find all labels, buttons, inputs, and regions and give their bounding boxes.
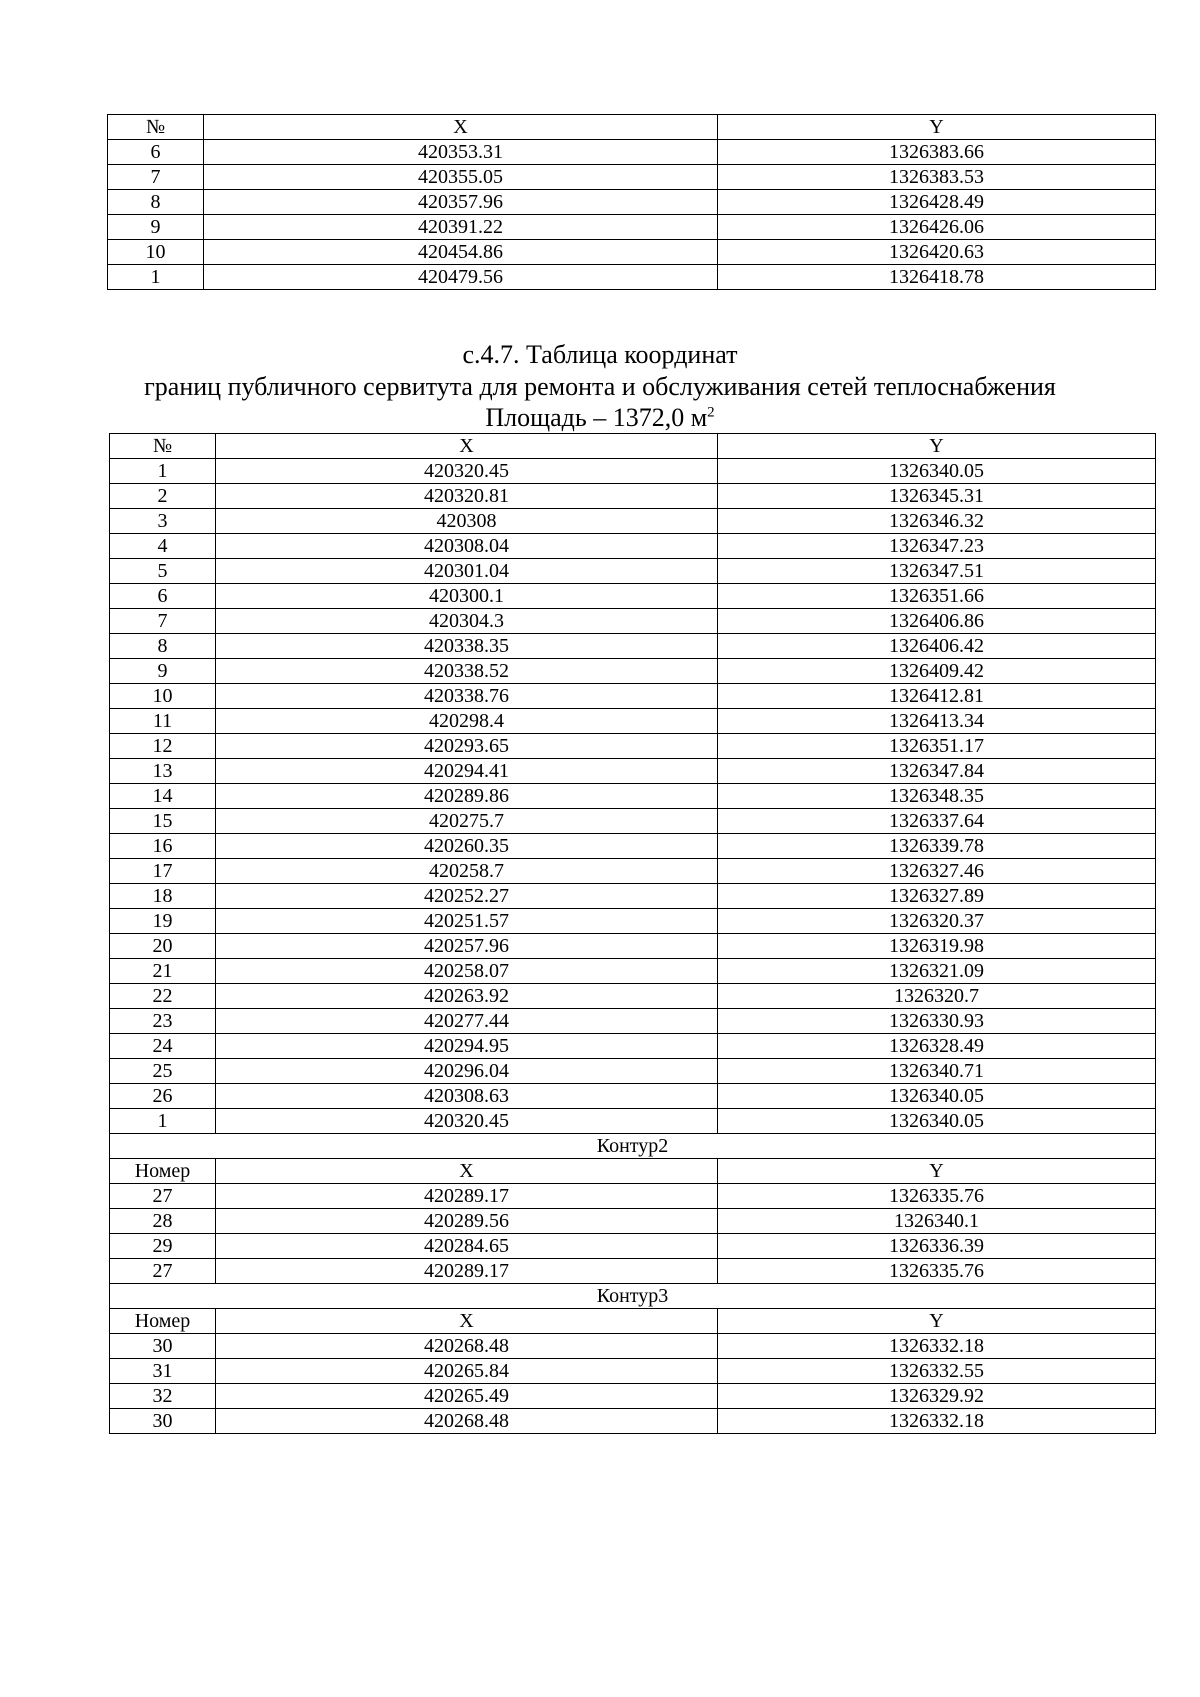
point-number-cell: 10 (110, 684, 216, 709)
y-coordinate-cell: 1326383.66 (718, 140, 1156, 165)
point-number-cell: 8 (110, 634, 216, 659)
y-coordinate-cell: 1326428.49 (718, 190, 1156, 215)
table-row (110, 934, 1156, 959)
x-coordinate-cell: 420308 (216, 509, 718, 534)
table-row (110, 709, 1156, 734)
header-y: Y (718, 115, 1156, 140)
x-coordinate-cell: 420260.35 (216, 834, 718, 859)
point-number-cell: 16 (110, 834, 216, 859)
y-coordinate-cell: 1326339.78 (718, 834, 1156, 859)
table-row (110, 834, 1156, 859)
y-coordinate-cell: 1326335.76 (718, 1184, 1156, 1209)
x-coordinate-cell: 420268.48 (216, 1334, 718, 1359)
coordinates-table-continued-body (108, 115, 1156, 290)
table-row (110, 1059, 1156, 1084)
x-coordinate-cell: 420298.4 (216, 709, 718, 734)
table-row (110, 1209, 1156, 1234)
table-row (108, 165, 1156, 190)
point-number-cell: 9 (110, 659, 216, 684)
y-coordinate-cell: 1326409.42 (718, 659, 1156, 684)
point-number-cell: 30 (110, 1334, 216, 1359)
table-row (110, 1384, 1156, 1409)
table-caption-title: с.4.7. Таблица координат (462, 340, 738, 369)
x-coordinate-cell: 420304.3 (216, 609, 718, 634)
point-number-cell: 29 (110, 1234, 216, 1259)
table-row (110, 534, 1156, 559)
y-coordinate-cell: 1326320.37 (718, 909, 1156, 934)
servitude-coordinates-table (109, 433, 1156, 1434)
x-coordinate-cell: 420265.84 (216, 1359, 718, 1384)
x-coordinate-cell: 420308.04 (216, 534, 718, 559)
y-coordinate-cell: 1326413.34 (718, 709, 1156, 734)
table-caption-subtitle: границ публичного сервитута для ремонта и обслуживания сетей теплоснабжения (144, 372, 1056, 401)
y-coordinate-cell: 1326328.49 (718, 1034, 1156, 1059)
y-coordinate-cell: 1326346.32 (718, 509, 1156, 534)
contour-title-cell: Контур3 (110, 1284, 1156, 1309)
table-row (110, 784, 1156, 809)
point-number-cell: 30 (110, 1409, 216, 1434)
x-coordinate-cell: 420320.45 (216, 459, 718, 484)
x-coordinate-cell: 420391.22 (204, 215, 718, 240)
point-number-cell: 5 (110, 559, 216, 584)
point-number-cell: 26 (110, 1084, 216, 1109)
x-coordinate-cell: 420338.35 (216, 634, 718, 659)
x-coordinate-cell: 420320.45 (216, 1109, 718, 1134)
point-number-cell: 1 (110, 459, 216, 484)
contour-title-row (110, 1284, 1156, 1309)
point-number-cell: 20 (110, 934, 216, 959)
table-row (110, 1409, 1156, 1434)
table-row (110, 1334, 1156, 1359)
table-row (108, 215, 1156, 240)
x-coordinate-cell: X (216, 1309, 718, 1334)
y-coordinate-cell: 1326347.23 (718, 534, 1156, 559)
y-coordinate-cell: Y (718, 1159, 1156, 1184)
x-coordinate-cell: 420263.92 (216, 984, 718, 1009)
point-number-cell: 4 (110, 534, 216, 559)
table-row (110, 859, 1156, 884)
y-coordinate-cell: 1326347.84 (718, 759, 1156, 784)
x-coordinate-cell: 420268.48 (216, 1409, 718, 1434)
y-coordinate-cell: 1326321.09 (718, 959, 1156, 984)
contour-title-cell: Контур2 (110, 1134, 1156, 1159)
y-coordinate-cell: 1326332.18 (718, 1334, 1156, 1359)
x-coordinate-cell: 420308.63 (216, 1084, 718, 1109)
point-number-cell: 13 (110, 759, 216, 784)
point-number-cell: 10 (108, 240, 204, 265)
x-coordinate-cell: 420294.41 (216, 759, 718, 784)
y-coordinate-cell: 1326383.53 (718, 165, 1156, 190)
y-coordinate-cell: 1326320.7 (718, 984, 1156, 1009)
table-row (110, 734, 1156, 759)
y-coordinate-cell: 1326336.39 (718, 1234, 1156, 1259)
coordinates-table-continued (107, 114, 1156, 290)
y-coordinate-cell: Y (718, 1309, 1156, 1334)
x-coordinate-cell: 420251.57 (216, 909, 718, 934)
point-number-cell: 22 (110, 984, 216, 1009)
point-number-cell: Номер (110, 1159, 216, 1184)
y-coordinate-cell: 1326332.18 (718, 1409, 1156, 1434)
table-row (108, 265, 1156, 290)
table-header-row (110, 434, 1156, 459)
point-number-cell: 8 (108, 190, 204, 215)
x-coordinate-cell: 420357.96 (204, 190, 718, 215)
area-value: Площадь – 1372,0 м (485, 403, 708, 432)
point-number-cell: 1 (110, 1109, 216, 1134)
table-row (110, 1259, 1156, 1284)
table-header-row (108, 115, 1156, 140)
table-row (110, 959, 1156, 984)
point-number-cell: Номер (110, 1309, 216, 1334)
y-coordinate-cell: 1326327.89 (718, 884, 1156, 909)
point-number-cell: 25 (110, 1059, 216, 1084)
x-coordinate-cell: 420289.56 (216, 1209, 718, 1234)
x-coordinate-cell: X (216, 1159, 718, 1184)
y-coordinate-cell: 1326351.66 (718, 584, 1156, 609)
x-coordinate-cell: 420479.56 (204, 265, 718, 290)
y-coordinate-cell: 1326340.1 (718, 1209, 1156, 1234)
x-coordinate-cell: 420294.95 (216, 1034, 718, 1059)
y-coordinate-cell: 1326345.31 (718, 484, 1156, 509)
contour-header-row (110, 1309, 1156, 1334)
point-number-cell: 15 (110, 809, 216, 834)
x-coordinate-cell: 420293.65 (216, 734, 718, 759)
x-coordinate-cell: 420275.7 (216, 809, 718, 834)
table-row (110, 509, 1156, 534)
y-coordinate-cell: 1326406.42 (718, 634, 1156, 659)
x-coordinate-cell: 420353.31 (204, 140, 718, 165)
table-row (110, 1034, 1156, 1059)
point-number-cell: 3 (110, 509, 216, 534)
table-row (110, 609, 1156, 634)
table-row (110, 1234, 1156, 1259)
point-number-cell: 24 (110, 1034, 216, 1059)
header-x: X (216, 434, 718, 459)
point-number-cell: 6 (108, 140, 204, 165)
y-coordinate-cell: 1326327.46 (718, 859, 1156, 884)
y-coordinate-cell: 1326332.55 (718, 1359, 1156, 1384)
table-row (110, 1109, 1156, 1134)
y-coordinate-cell: 1326340.05 (718, 1084, 1156, 1109)
y-coordinate-cell: 1326351.17 (718, 734, 1156, 759)
point-number-cell: 1 (108, 265, 204, 290)
y-coordinate-cell: 1326426.06 (718, 215, 1156, 240)
point-number-cell: 11 (110, 709, 216, 734)
x-coordinate-cell: 420355.05 (204, 165, 718, 190)
x-coordinate-cell: 420338.76 (216, 684, 718, 709)
table-row (110, 884, 1156, 909)
table-row (110, 559, 1156, 584)
x-coordinate-cell: 420265.49 (216, 1384, 718, 1409)
x-coordinate-cell: 420289.86 (216, 784, 718, 809)
x-coordinate-cell: 420284.65 (216, 1234, 718, 1259)
table-row (110, 984, 1156, 1009)
point-number-cell: 9 (108, 215, 204, 240)
y-coordinate-cell: 1326406.86 (718, 609, 1156, 634)
table-row (108, 140, 1156, 165)
table-row (110, 484, 1156, 509)
x-coordinate-cell: 420300.1 (216, 584, 718, 609)
y-coordinate-cell: 1326348.35 (718, 784, 1156, 809)
table-row (110, 684, 1156, 709)
x-coordinate-cell: 420277.44 (216, 1009, 718, 1034)
x-coordinate-cell: 420289.17 (216, 1259, 718, 1284)
contour-header-row (110, 1159, 1156, 1184)
point-number-cell: 18 (110, 884, 216, 909)
table-row (110, 809, 1156, 834)
contour-title-row (110, 1134, 1156, 1159)
y-coordinate-cell: 1326329.92 (718, 1384, 1156, 1409)
x-coordinate-cell: 420289.17 (216, 1184, 718, 1209)
x-coordinate-cell: 420258.7 (216, 859, 718, 884)
table-row (108, 240, 1156, 265)
x-coordinate-cell: 420320.81 (216, 484, 718, 509)
x-coordinate-cell: 420296.04 (216, 1059, 718, 1084)
y-coordinate-cell: 1326340.71 (718, 1059, 1156, 1084)
table-row (110, 634, 1156, 659)
point-number-cell: 23 (110, 1009, 216, 1034)
header-x: X (204, 115, 718, 140)
point-number-cell: 19 (110, 909, 216, 934)
servitude-coordinates-table-body (110, 434, 1156, 1434)
table-row (110, 1009, 1156, 1034)
point-number-cell: 7 (108, 165, 204, 190)
table-row (110, 659, 1156, 684)
point-number-cell: 6 (110, 584, 216, 609)
table-row (110, 759, 1156, 784)
x-coordinate-cell: 420301.04 (216, 559, 718, 584)
point-number-cell: 2 (110, 484, 216, 509)
table-row (110, 909, 1156, 934)
y-coordinate-cell: 1326347.51 (718, 559, 1156, 584)
x-coordinate-cell: 420257.96 (216, 934, 718, 959)
y-coordinate-cell: 1326420.63 (718, 240, 1156, 265)
point-number-cell: 28 (110, 1209, 216, 1234)
x-coordinate-cell: 420258.07 (216, 959, 718, 984)
y-coordinate-cell: 1326335.76 (718, 1259, 1156, 1284)
table-row (110, 1084, 1156, 1109)
y-coordinate-cell: 1326340.05 (718, 459, 1156, 484)
y-coordinate-cell: 1326319.98 (718, 934, 1156, 959)
x-coordinate-cell: 420338.52 (216, 659, 718, 684)
header-y: Y (718, 434, 1156, 459)
point-number-cell: 14 (110, 784, 216, 809)
x-coordinate-cell: 420454.86 (204, 240, 718, 265)
point-number-cell: 21 (110, 959, 216, 984)
point-number-cell: 17 (110, 859, 216, 884)
point-number-cell: 7 (110, 609, 216, 634)
table-row (110, 1184, 1156, 1209)
header-number: № (110, 434, 216, 459)
table-row (110, 1359, 1156, 1384)
table-row (108, 190, 1156, 215)
y-coordinate-cell: 1326337.64 (718, 809, 1156, 834)
y-coordinate-cell: 1326340.05 (718, 1109, 1156, 1134)
point-number-cell: 31 (110, 1359, 216, 1384)
x-coordinate-cell: 420252.27 (216, 884, 718, 909)
area-unit-superscript: 2 (707, 404, 715, 421)
y-coordinate-cell: 1326418.78 (718, 265, 1156, 290)
table-caption-area (0, 405, 1200, 431)
header-number: № (108, 115, 204, 140)
table-row (110, 459, 1156, 484)
point-number-cell: 32 (110, 1384, 216, 1409)
table-row (110, 584, 1156, 609)
point-number-cell: 27 (110, 1259, 216, 1284)
point-number-cell: 27 (110, 1184, 216, 1209)
y-coordinate-cell: 1326330.93 (718, 1009, 1156, 1034)
y-coordinate-cell: 1326412.81 (718, 684, 1156, 709)
point-number-cell: 12 (110, 734, 216, 759)
